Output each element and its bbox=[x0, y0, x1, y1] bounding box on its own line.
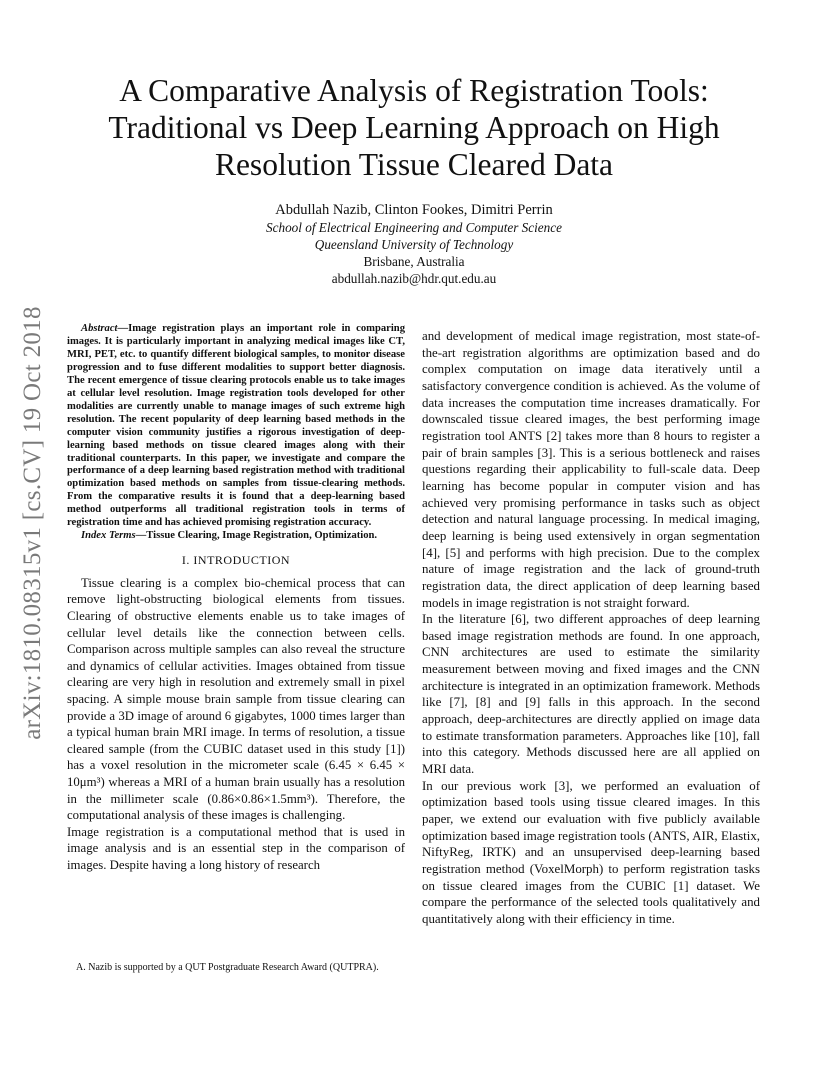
author-location: Brisbane, Australia bbox=[363, 254, 465, 269]
index-terms-text: —Tissue Clearing, Image Registration, Optimization. bbox=[135, 530, 378, 542]
intro-paragraph-3: and development of medical image registration, most state-of-the-art registration algorithms are optimization based and do complex computation on image data iteratively until a satisfactory convergence condition is achieved. As the volume of data increases the computation time increases dramatically. For downscaled tissue cleared images, the best performing image registration tool ANTS [2] takes more than 8 hours to register a pair of brain samples [3]. This is a serious bottleneck and raises questions regarding their applicability to full-scale data. Deep learning has become popular in computer vision and has achieved very promising performance in tasks such as object detection and natural language processing. In medical imaging, deep learning is being used extensively in organ segmentation [4], [5] and performs with high precision. Due to the complex nature of image registration and the lack of ground-truth registration data, the direct application of deep learning based models in image registration is not straight forward. bbox=[422, 329, 760, 610]
abstract-label: Abstract bbox=[81, 323, 118, 334]
author-university: Queensland University of Technology bbox=[314, 237, 514, 252]
index-terms-label: Index Terms bbox=[81, 530, 136, 542]
intro-paragraph-5: In our previous work [3], we performed an evaluation of optimization based tools using tissue cleared images. In this paper, we extend our evaluation with five publicly available optimization based image registration tools (ANTS, AIR, Elastix, NiftyReg, IRTK) and an unsupervised deep-learning based registration method (VoxelMorph) to perform registration tasks on tissue cleared images from the CUBIC [1] dataset. We compare the performance of the selected tools qualitatively and quantitatively along with their efficiency in time. bbox=[422, 778, 760, 926]
author-school: School of Electrical Engineering and Computer Science bbox=[266, 220, 562, 235]
author-email: abdullah.nazib@hdr.qut.edu.au bbox=[331, 271, 497, 286]
author-names: Abdullah Nazib, Clinton Fookes, Dimitri Perrin bbox=[275, 202, 553, 218]
intro-paragraph-4: In the literature [6], two different approaches of deep learning based image registration methods are found. In one approach, CNN architectures are used to estimate the similarity measurement between moving and fixed images and the CNN architecture is integrated in an optimization framework. Methods like [7], [8] and [9] falls in this approach. In the second approach, deep-architectures are directly applied on image data to estimate transformation parameters. Approaches like [10], fall into this category. Methods discussed here are all applied on MRI data. bbox=[422, 612, 760, 777]
abstract bbox=[67, 323, 405, 530]
arxiv-identifier-text: arXiv:1810.08315v1 [cs.CV] 19 Oct 2018 bbox=[19, 306, 47, 740]
index-terms bbox=[67, 530, 405, 543]
section-heading: I. INTRODUCTION bbox=[181, 553, 291, 568]
arxiv-identifier bbox=[18, 288, 48, 758]
intro-paragraph-2: Image registration is a computational method that is used in image analysis and is an essential step in the comparison of images. Despite having a long history of research bbox=[67, 824, 405, 872]
author-block bbox=[60, 202, 768, 287]
abstract-text: —Image registration plays an important role in comparing images. It is particularly important in analyzing medical images like CT, MRI, PET, etc. to quantify different biological samples, to monitor disease progression and to fuse different modalities to support better diagnosis. The recent emergence of tissue clearing protocols enable us to take images at cellular level resolution. Image registration tools developed for other modalities are currently unable to manage images of such extreme high resolution. The recent popularity of deep learning based methods in the computer vision community justifies a rigorous investigation of deep-learning based methods on tissue cleared images along with their traditional counterparts. In this paper, we investigate and compare the performance of a deep learning based registration method with traditional optimization based methods on samples from tissue-clearing methods. From the comparative results it is found that a deep-learning based method outperforms all traditional registration tools in terms of registration time and has achieved promising registration accuracy. bbox=[67, 323, 405, 529]
paper-title: A Comparative Analysis of Registration Tools: Traditional vs Deep Learning Approach on High Resolution Tissue Cleared Data bbox=[108, 73, 720, 182]
footnote: A. Nazib is supported by a QUT Postgraduate Research Award (QUTPRA). bbox=[76, 962, 379, 973]
right-column bbox=[422, 328, 760, 928]
left-column bbox=[67, 323, 405, 873]
intro-paragraph-1: Tissue clearing is a complex bio-chemical process that can remove light-obstructing biological elements from tissues. Clearing of obstructive elements enable us to take images of cellular level details like the connection between cells. Comparison across multiple samples can also reveal the structure and dynamics of cellular activities. Images obtained from tissue clearing are very high in resolution and extremely small in pixel spacing. A simple mouse brain sample from tissue clearing can provide a 3D image of around 6 gigabytes, 1000 times larger than a typical human brain MRI image. In terms of resolution, a tissue cleared sample (from the CUBIC dataset used in this study [1]) has a voxel resolution in the micrometer scale (6.45 × 6.45 × 10μm³) whereas a MRI of a human brain usually has a resolution in the millimeter scale (0.86×0.86×1.5mm³). Therefore, the computational analysis of these images is challenging. bbox=[67, 575, 405, 823]
